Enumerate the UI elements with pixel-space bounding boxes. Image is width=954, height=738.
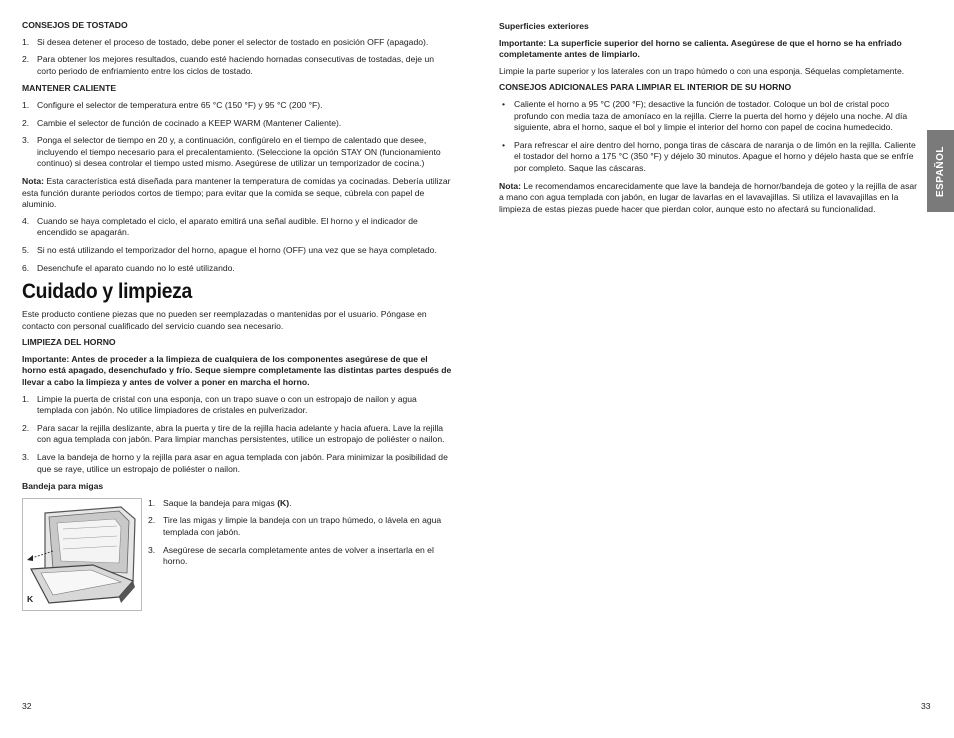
list-item: • Caliente el horno a 95 °C (200 °F); desactive la función de tostador. Coloque un bol de cristal poco profundo con media taza de amoníaco en la rejilla. Cierre la puerta del horno y déjelo una noche. Al día siguiente, abra el horno, saque el bol y limpie el interior del horno con papel de cocina humedecido. [502,98,908,133]
toasting-tips-heading: CONSEJOS DE TOSTADO [22,20,128,30]
crumb-tray-figure [22,498,142,611]
oven-cleaning-heading: LIMPIEZA DEL HORNO [22,337,116,348]
list-item: 3. Lave la bandeja de horno y la rejilla para asar en agua templada con jabón. Para minimizar la posibilidad de que se raye, utilice un estropajo de poliéster o nailon. [22,452,448,474]
language-tab-label: ESPAÑOL [935,145,947,197]
keep-warm-heading: MANTENER CALIENTE [22,83,117,94]
crumb-tray-section [22,498,454,611]
figure-label-k: K [27,594,34,605]
page-number-right: 33 [921,701,931,711]
language-tab [927,130,954,212]
list-item: 5. Si no está utilizando el temporizador del horno, apague el horno (OFF) una vez que se haya completado. [22,244,437,255]
oven-cleaning-list [22,394,454,476]
crumb-tray-heading: Bandeja para migas [22,481,104,492]
list-item: • Para refrescar el aire dentro del horno, ponga tiras de cáscara de naranja o de limón en la rejilla. Caliente el tostador del horno a 175 °C (350 °F) y déjelo 30 minutos. Apague el horno y déjelo hasta que se enfríe por completo. Saque las cáscaras. [502,139,916,173]
cleaning-important: Importante: Antes de proceder a la limpieza de cualquiera de los componentes asegúrese de que el horno está apagado, desenchufado y frío. Seque siempre completamente las distintas partes después de llevar a cabo la limpieza y antes de volver a poner en marcha el horno. [22,353,452,388]
exterior-text: Limpie la parte superior y los laterales con un trapo húmedo o con una esponja. Séquelas completamente. [499,65,905,76]
list-item: 2. Para sacar la rejilla deslizante, abra la puerta y tire de la rejilla hacia adelante y hacia afuera. Lave la rejilla con agua templada con jabón. Para limpiar manchas persistentes, utilice un estropajo de poliéster o nailon. [22,422,445,445]
list-item: 1. Limpie la puerta de cristal con una esponja, con un trapo suave o con un estropajo de nailon y agua templada con jabón. No utilice limpiadores de cristales en pulverizador. [22,393,417,416]
exterior-surfaces-heading: Superficies exteriores [499,21,589,31]
additional-tips-list [499,99,922,175]
list-item: 3. Asegúrese de secarla completamente antes de volver a insertarla en el horno. [148,544,434,567]
right-page [477,0,954,738]
keep-warm-list [22,100,454,170]
right-column [499,21,922,220]
list-item: 1. Si desea detener el proceso de tostado, debe poner el selector de tostado en posición OFF (apagado). [22,36,429,47]
crumb-tray-steps [148,498,453,611]
left-column [22,20,454,611]
keep-warm-list-continued [22,216,454,274]
care-cleaning-title: Cuidado y limpieza [22,280,193,304]
toaster-oven-illustration [23,499,141,610]
list-item: 6. Desenchufe el aparato cuando no lo esté utilizando. [22,262,235,273]
list-item: 3. Ponga el selector de tiempo en 20 y, a continuación, configúrelo en el tiempo de calentado que desee, incluyendo el tiempo necesario para el precalentamiento. (Seleccione la opción STAY ON (funcionamiento continuo) si desea controlar el tiempo usted mismo. Asegúrese de utilizar un temporizador de cocina.) [22,135,441,169]
keep-warm-note: Nota: Esta característica está diseñada para mantener la temperatura de comidas ya cocinadas. Debería utilizar esta función durante periodos cortos de tiempo; para evitar que la comida se seque, cúbrela con papel de aluminio. [22,175,451,210]
list-item: 2. Tire las migas y limpie la bandeja con un trapo húmedo, o lávela en agua templada con jabón. [148,515,442,537]
exterior-important: Importante: La superficie superior del horno se calienta. Asegúrese de que el horno se ha enfriado completamente antes de limpiarlo. [499,37,902,60]
additional-tips-heading: CONSEJOS ADICIONALES PARA LIMPIAR EL INTERIOR DE SU HORNO [499,82,792,93]
list-item: 2. Para obtener los mejores resultados, cuando esté haciendo hornadas consecutivas de tostadas, deje un corto periodo de enfriamiento entre los ciclos de tostado. [22,54,434,76]
care-intro: Este producto contiene piezas que no pueden ser reemplazadas o mantenidas por el usuario. Póngase en contacto con personal cualificado del servicio cuando sea necesario. [22,309,427,331]
additional-note: Nota: Le recomendamos encarecidamente que lave la bandeja de hornor/bandeja de goteo y la rejilla de asar a mano con agua templada con jabón, en lugar de lavarlas en el lavavajillas. Si utiliza el lavavajillas en la limpieza de estas piezas puede hacer que pierdan color, aunque esto no afectará su funcionalidad. [499,180,918,214]
list-item: 1. Configure el selector de temperatura entre 65 °C (150 °F) y 95 °C (200 °F). [22,99,323,110]
list-item: 4. Cuando se haya completado el ciclo, el aparato emitirá una señal audible. El horno y el indicador de encendido se apagarán. [22,215,418,238]
list-item: 2. Cambie el selector de función de cocinado a KEEP WARM (Mantener Caliente). [22,117,342,128]
toasting-tips-list [22,37,454,78]
page-number-left: 32 [22,701,32,711]
list-item: 1. Saque la bandeja para migas (K). [148,497,292,508]
